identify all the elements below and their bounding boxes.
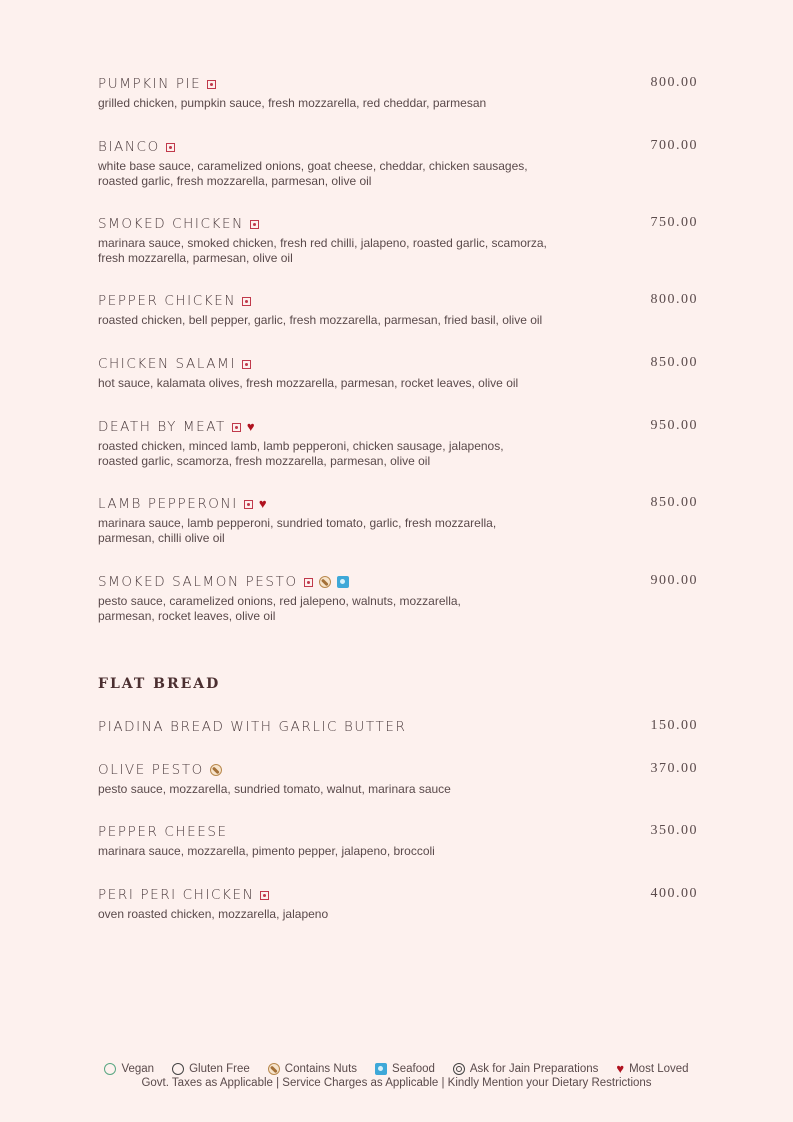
item-name: OLIVE PESTO: [98, 762, 204, 778]
item-piadina: [98, 718, 698, 736]
seafood-icon: [375, 1063, 387, 1075]
legend-vegan: Vegan: [121, 1062, 155, 1075]
non-veg-icon: [242, 297, 251, 306]
legend: [0, 1062, 793, 1089]
vegan-icon: [104, 1063, 116, 1075]
item-name: PUMPKIN PIE: [98, 76, 202, 92]
item-name: PIADINA BREAD WITH GARLIC BUTTER: [98, 719, 407, 735]
item-desc: oven roasted chicken, mozzarella, jalapeno: [98, 907, 329, 921]
item-smoked-chicken: [98, 215, 698, 266]
non-veg-icon: [242, 360, 251, 369]
non-veg-icon: [207, 80, 216, 89]
footer-note: Govt. Taxes as Applicable | Service Charges as Applicable | Kindly Mention your Dietary Restrictions: [141, 1077, 652, 1089]
item-price: 750.00: [650, 215, 698, 230]
legend-jain: Ask for Jain Preparations: [469, 1062, 599, 1075]
legend-seafood: Seafood: [392, 1062, 435, 1075]
item-name: SMOKED SALMON PESTO: [98, 574, 298, 590]
legend-nuts: Contains Nuts: [284, 1062, 358, 1075]
item-desc: pesto sauce, mozzarella, sundried tomato, walnut, marinara sauce: [98, 782, 451, 796]
item-pepper-cheese: [98, 823, 698, 859]
item-desc: marinara sauce, mozzarella, pimento pepper, jalapeno, broccoli: [98, 844, 435, 858]
item-desc: marinara sauce, smoked chicken, fresh red chilli, jalapeno, roasted garlic, scamorza, fresh mozzarella, parmesan, olive oil: [98, 236, 547, 265]
item-olive-pesto: [98, 761, 698, 797]
item-price: 370.00: [650, 761, 698, 776]
item-price: 850.00: [650, 495, 698, 510]
non-veg-icon: [304, 578, 313, 587]
item-pepper-chicken: [98, 292, 698, 328]
item-name: CHICKEN SALAMI: [98, 356, 236, 372]
non-veg-icon: [260, 891, 269, 900]
heart-icon: ♥: [616, 1061, 625, 1076]
non-veg-icon: [232, 423, 241, 432]
item-lamb-pepperoni: [98, 495, 698, 546]
item-price: 700.00: [650, 138, 698, 153]
item-death-by-meat: [98, 418, 698, 469]
item-desc: marinara sauce, lamb pepperoni, sundried tomato, garlic, fresh mozzarella, parmesan, chilli olive oil: [98, 516, 497, 545]
heart-icon: ♥: [246, 419, 257, 435]
item-name: LAMB PEPPERONI: [98, 496, 238, 512]
nut-icon: [268, 1063, 280, 1075]
item-name: DEATH BY MEAT: [98, 419, 226, 435]
item-desc: hot sauce, kalamata olives, fresh mozzarella, parmesan, rocket leaves, olive oil: [98, 376, 519, 390]
item-desc: pesto sauce, caramelized onions, red jalepeno, walnuts, mozzarella, parmesan, rocket leaves, olive oil: [98, 594, 461, 623]
non-veg-icon: [244, 500, 253, 509]
section-title: FLAT BREAD: [98, 676, 221, 692]
item-chicken-salami: [98, 355, 698, 391]
item-price: 800.00: [650, 75, 698, 90]
seafood-icon: [337, 576, 349, 588]
item-name: PEPPER CHICKEN: [98, 293, 237, 309]
item-price: 900.00: [650, 573, 698, 588]
non-veg-icon: [166, 143, 175, 152]
item-price: 800.00: [650, 292, 698, 307]
item-name: SMOKED CHICKEN: [98, 216, 244, 232]
item-name: PEPPER CHEESE: [98, 824, 228, 840]
item-bianco: [98, 138, 698, 189]
item-desc: white base sauce, caramelized onions, goat cheese, cheddar, chicken sausages, roasted garlic, fresh mozzarella, parmesan, olive oil: [98, 159, 528, 188]
item-price: 150.00: [650, 718, 698, 733]
item-desc: roasted chicken, minced lamb, lamb pepperoni, chicken sausage, jalapenos, roasted garlic, scamorza, fresh mozzarella, parmesan, olive oil: [98, 439, 504, 468]
heart-icon: ♥: [258, 496, 269, 512]
item-name: BIANCO: [98, 139, 160, 155]
jain-icon: [453, 1063, 465, 1075]
item-peri-peri-chicken: [98, 886, 698, 922]
item-price: 350.00: [650, 823, 698, 838]
nut-icon: [319, 576, 331, 588]
non-veg-icon: [250, 220, 259, 229]
item-price: 850.00: [650, 355, 698, 370]
item-price: 950.00: [650, 418, 698, 433]
nut-icon: [210, 764, 222, 776]
item-price: 400.00: [650, 886, 698, 901]
item-pumpkin-pie: [98, 75, 698, 111]
item-desc: roasted chicken, bell pepper, garlic, fresh mozzarella, parmesan, fried basil, olive oil: [98, 313, 543, 327]
legend-loved: Most Loved: [629, 1062, 689, 1075]
item-smoked-salmon-pesto: [98, 573, 698, 624]
legend-gluten-free: Gluten Free: [189, 1062, 250, 1075]
item-desc: grilled chicken, pumpkin sauce, fresh mozzarella, red cheddar, parmesan: [98, 96, 487, 110]
item-name: PERI PERI CHICKEN: [98, 887, 255, 903]
gluten-free-icon: [172, 1063, 184, 1075]
